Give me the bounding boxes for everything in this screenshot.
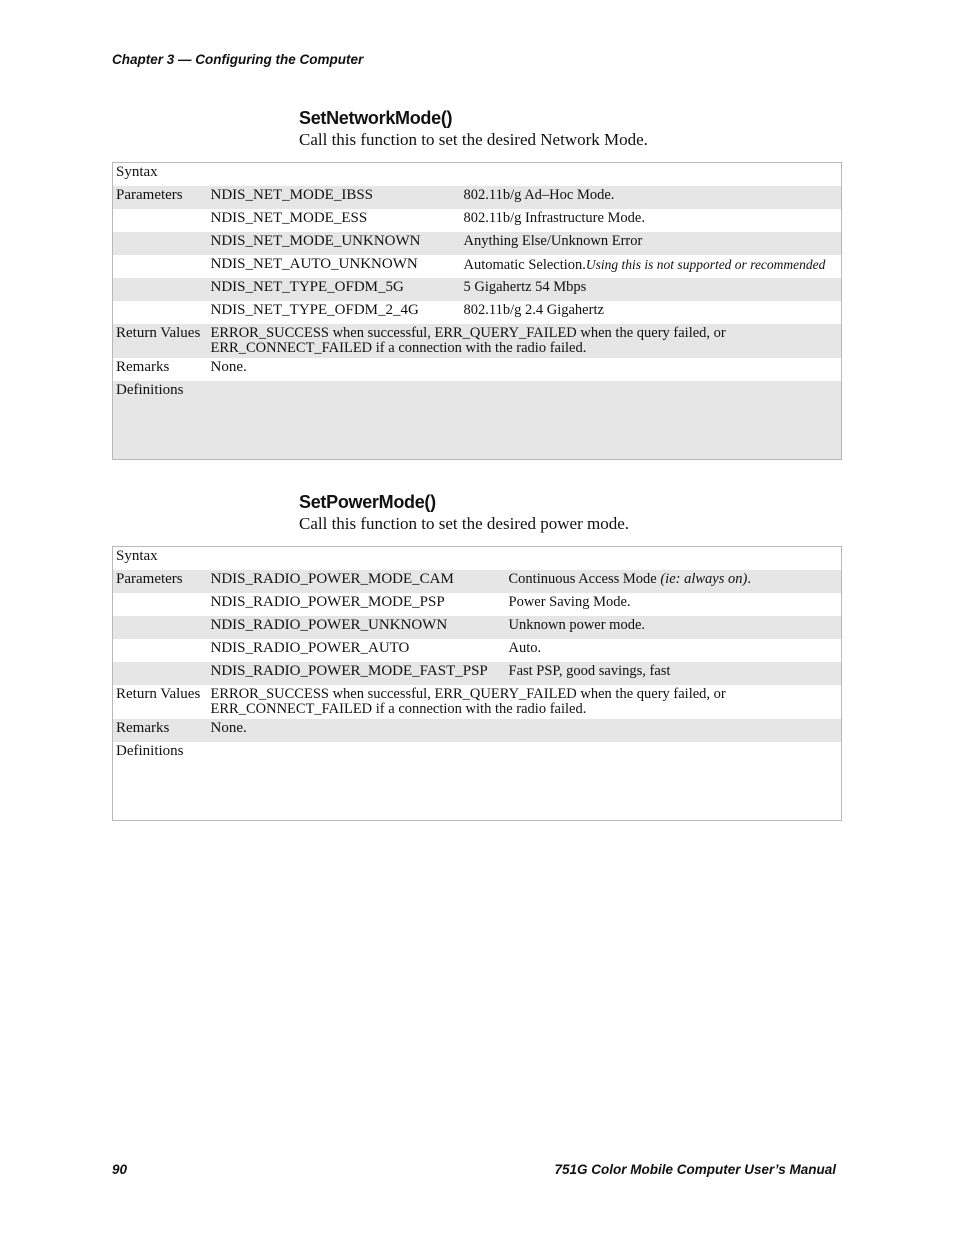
param-row (113, 616, 842, 639)
page-number: 90 (112, 1162, 128, 1177)
param-desc: Continuous Access Mode (ie: always on). (506, 570, 842, 593)
param-desc: Unknown power mode. (506, 616, 842, 639)
param-row (113, 593, 842, 616)
param-name: NDIS_NET_TYPE_OFDM_2_4G (210, 301, 419, 318)
definitions-row (113, 381, 842, 460)
param-row (113, 255, 842, 278)
param-row (113, 186, 842, 209)
param-row (113, 301, 842, 324)
param-name: NDIS_NET_MODE_IBSS (208, 186, 461, 209)
return-values-row (113, 324, 842, 358)
remarks-label: Remarks (116, 358, 170, 375)
return-values-label: Return Values (113, 324, 208, 358)
param-desc-note: Using this is not supported or recommended (585, 256, 826, 272)
param-row (113, 662, 842, 685)
return-values-text: ERROR_SUCCESS when successful, ERR_QUERY_FAILED when the query failed, or ERR_CONNECT_FAILED if a connection with the radio failed. (210, 685, 726, 717)
param-name: NDIS_RADIO_POWER_MODE_PSP (210, 593, 445, 610)
section-description-setnetworkmode: Call this function to set the desired Network Mode. (299, 130, 648, 149)
parameters-label: Parameters (113, 570, 208, 593)
param-desc: 802.11b/g Ad–Hoc Mode. (461, 186, 842, 209)
section-title-setnetworkmode: SetNetworkMode() (299, 108, 453, 128)
definitions-label: Definitions (116, 742, 184, 759)
return-values-label: Return Values (116, 685, 201, 702)
remarks-text: None. (208, 719, 842, 742)
param-desc: Auto. (508, 639, 542, 656)
param-row (113, 209, 842, 232)
param-desc: Power Saving Mode. (508, 593, 631, 610)
param-row (113, 278, 842, 301)
setnetworkmode-table (112, 162, 842, 460)
footer-manual-title: 751G Color Mobile Computer User’s Manual (554, 1162, 836, 1177)
return-values-row (113, 685, 842, 719)
definitions-row (113, 742, 842, 821)
parameters-label: Parameters (113, 186, 208, 209)
param-name: NDIS_RADIO_POWER_MODE_CAM (208, 570, 506, 593)
param-desc: 802.11b/g 2.4 Gigahertz (463, 301, 604, 318)
syntax-label: Syntax (116, 164, 158, 180)
param-desc: Anything Else/Unknown Error (461, 232, 842, 255)
param-name: NDIS_RADIO_POWER_MODE_FAST_PSP (208, 662, 506, 685)
param-desc: 5 Gigahertz 54 Mbps (461, 278, 842, 301)
running-header: Chapter 3 — Configuring the Computer (112, 52, 364, 67)
param-name: NDIS_RADIO_POWER_AUTO (210, 639, 410, 656)
remarks-label: Remarks (113, 719, 208, 742)
param-row (113, 639, 842, 662)
return-values-text: ERROR_SUCCESS when successful, ERR_QUERY_FAILED when the query failed, or ERR_CONNECT_FAILED if a connection with the radio failed. (208, 324, 842, 358)
param-name: NDIS_NET_MODE_UNKNOWN (208, 232, 461, 255)
section-description-setpowermode: Call this function to set the desired power mode. (299, 514, 630, 533)
remarks-row (113, 358, 842, 381)
setpowermode-table (112, 546, 842, 821)
definitions-label: Definitions (113, 381, 208, 460)
param-row (113, 570, 842, 593)
syntax-row (113, 163, 842, 186)
param-row (113, 232, 842, 255)
remarks-row (113, 719, 842, 742)
param-name: NDIS_RADIO_POWER_UNKNOWN (208, 616, 506, 639)
remarks-text: None. (210, 358, 247, 375)
param-desc: Fast PSP, good savings, fast (506, 662, 842, 685)
param-desc: Automatic Selection.Using this is not supported or recommended (463, 256, 826, 273)
param-name: NDIS_NET_TYPE_OFDM_5G (208, 278, 461, 301)
param-name: NDIS_NET_MODE_ESS (210, 209, 368, 226)
param-name: NDIS_NET_AUTO_UNKNOWN (210, 255, 418, 272)
syntax-label: Syntax (116, 548, 158, 564)
section-title-setpowermode: SetPowerMode() (299, 492, 436, 512)
param-desc: 802.11b/g Infrastructure Mode. (463, 209, 645, 226)
syntax-row (113, 547, 842, 570)
